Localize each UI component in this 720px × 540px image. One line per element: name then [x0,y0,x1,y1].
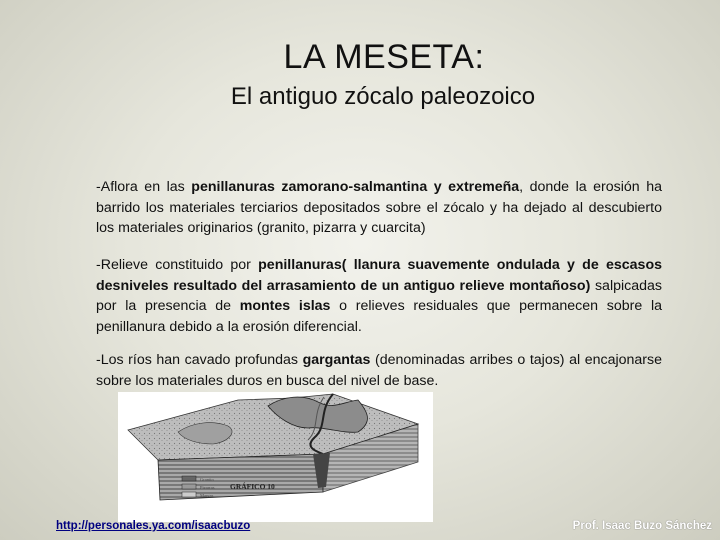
p3-bold-b: gargantas [302,352,371,368]
p1-text-a: -Aflora en las [96,179,192,195]
block-diagram-figure [118,392,433,522]
penillanura-block-diagram [118,392,433,522]
p2-bold-b: penillanuras( llanura suavemente ondulada y de escasos desniveles resultado del arrasamiento de un antiguo relieve montañoso) [96,257,662,294]
p1-bold-b: penillanuras zamorano-salmantina y extremeña [191,179,520,195]
legend-label-margas: Margas [200,493,214,498]
footer-website-link[interactable]: http://personales.ya.com/isaacbuzo [56,520,251,532]
figure-caption: GRÁFICO 10 [230,482,275,491]
legend-swatch-pizarras [182,484,196,489]
slide-title: LA MESETA: [283,38,485,76]
p2-text-c: salpicadas por la presencia de [96,277,662,314]
p2-text-a: -Relieve constituido por [96,257,259,273]
paragraph-rios [96,350,662,391]
p2-text-e: o relieves residuales que permanecen sobre la penillanura debido a la erosión diferencial. [96,298,662,335]
p2-bold-d: montes islas [239,298,331,314]
p3-text-a: -Los ríos han cavado profundas [96,352,303,368]
legend-label-pizarras: Pizarras [200,485,215,490]
paragraph-penillanuras [96,177,662,239]
legend-swatch-granito [182,476,196,481]
p3-text-c: (denominadas arribes o tajos) al encajonarse sobre los materiales duros en busca del nivel de base. [96,352,662,389]
legend-label-granito: Granito [200,477,214,482]
legend-swatch-margas [182,492,196,497]
p1-text-c: , donde la erosión ha barrido los materiales terciarios depositados sobre el zócalo y ha dejado al descubierto los materiales originarios (granito, pizarra y cuarcita) [96,179,662,236]
footer-author: Prof. Isaac Buzo Sánchez [572,520,712,532]
paragraph-relieve [96,255,662,337]
slide-subtitle: El antiguo zócalo paleozoico [230,83,536,110]
